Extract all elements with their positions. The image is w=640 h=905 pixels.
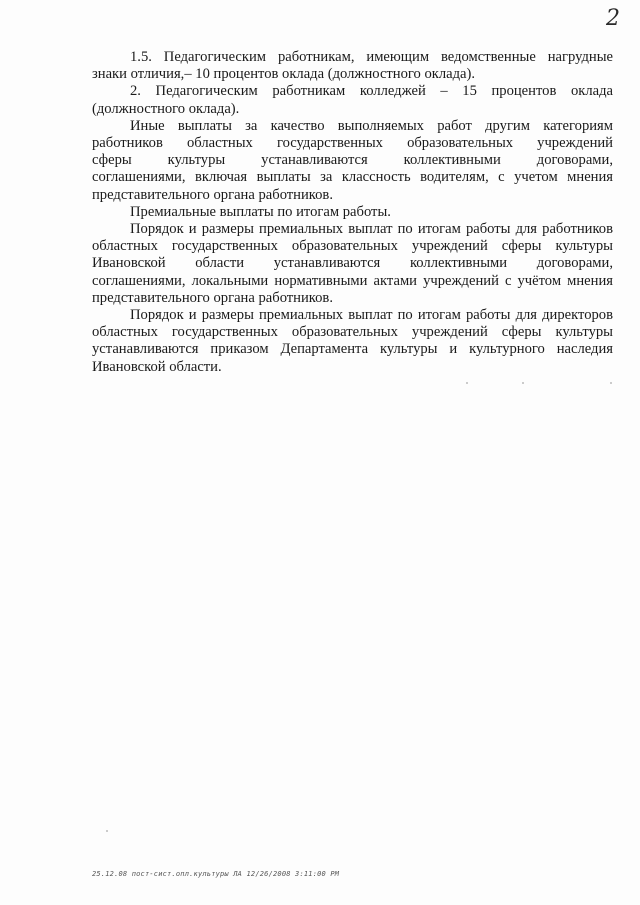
text-line: сферы культуры устанавливаются коллективными договорами, xyxy=(92,152,613,169)
text-line: Премиальные выплаты по итогам работы. xyxy=(130,203,391,220)
text-line: представительного органа работников. xyxy=(92,186,333,203)
text-line: областных государственных образовательных учреждений сферы культуры xyxy=(92,324,613,341)
text-line: знаки отличия,– 10 процентов оклада (должностного оклада). xyxy=(92,66,476,83)
scan-speck xyxy=(610,382,612,384)
paragraph-other-payments xyxy=(92,118,613,204)
paragraph-bonus-heading xyxy=(92,204,613,221)
text-line: Порядок и размеры премиальных выплат по итогам работы для работников xyxy=(130,221,613,238)
text-line: Иные выплаты за качество выполняемых работ другим категориям xyxy=(130,117,613,134)
scan-speck xyxy=(522,382,524,384)
text-line: областных государственных образовательных учреждений сферы культуры xyxy=(92,238,613,255)
text-line: Ивановской области устанавливаются коллективными договорами, xyxy=(92,255,613,272)
paragraph-bonus-workers xyxy=(92,221,613,307)
text-line: Ивановской области. xyxy=(92,358,222,375)
paragraph-1-5 xyxy=(92,49,613,83)
scan-speck xyxy=(106,830,108,832)
document-body xyxy=(92,49,613,376)
paragraph-2 xyxy=(92,83,613,117)
text-line: Порядок и размеры премиальных выплат по итогам работы для директоров xyxy=(130,307,613,324)
footer-file-stamp: 25.12.08 пост-сист.опл.культуры ЛА 12/26/2008 3:11:00 PM xyxy=(92,870,340,878)
text-line: соглашениями, включая выплаты за классность водителям, с учетом мнения xyxy=(92,169,613,186)
text-line: работников областных государственных образовательных учреждений xyxy=(92,135,613,152)
paragraph-bonus-directors xyxy=(92,307,613,376)
text-line: устанавливаются приказом Департамента культуры и культурного наследия xyxy=(92,341,613,358)
text-line: 2. Педагогическим работникам колледжей – 15 процентов оклада xyxy=(130,83,613,100)
text-line: представительного органа работников. xyxy=(92,289,333,306)
text-line: соглашениями, локальными нормативными актами учреждений с учётом мнения xyxy=(92,272,613,289)
scan-speck xyxy=(466,382,468,384)
text-line: (должностного оклада). xyxy=(92,100,240,117)
page-number: 2 xyxy=(606,6,620,31)
text-line: 1.5. Педагогическим работникам, имеющим ведомственные нагрудные xyxy=(130,49,613,65)
